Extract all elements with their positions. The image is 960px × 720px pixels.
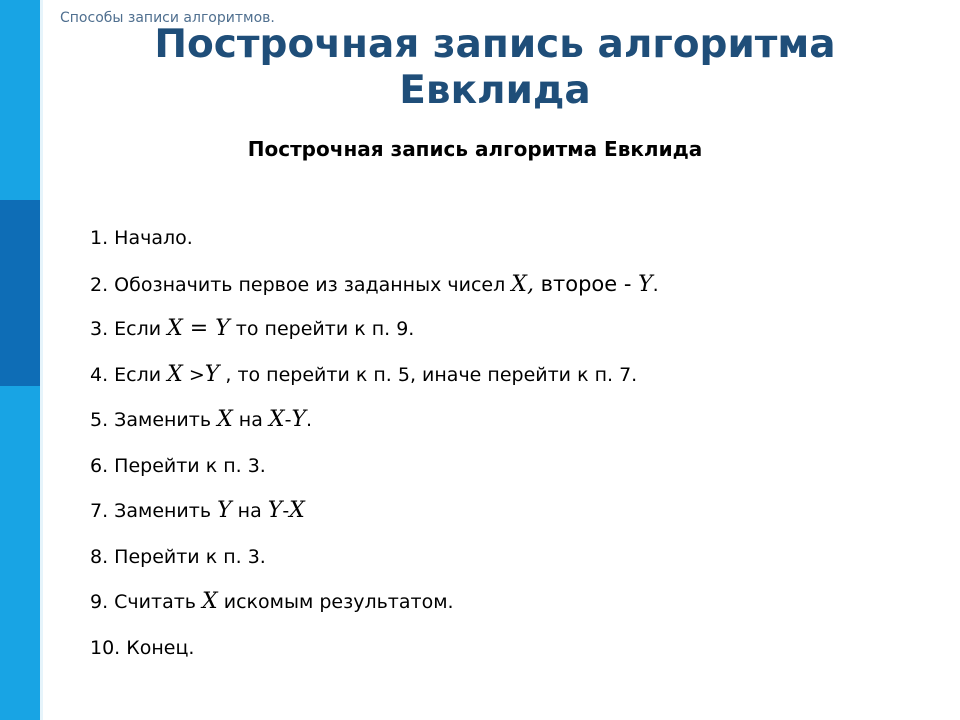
algorithm-step-10 [90,632,659,678]
math-variable: X [167,361,183,387]
step-text: . [305,409,313,431]
step-text: 5. Заменить [90,409,218,431]
algorithm-step-7 [90,495,659,541]
sidebar-dark-band [0,200,40,386]
sidebar-decoration [0,0,40,720]
math-variable: Y [267,498,283,523]
step-text: 8. Перейти к п. 3. [90,545,266,568]
step-text: второе - [533,271,639,296]
math-variable: Y [217,498,232,523]
page-subtitle: Построчная запись алгоритма Евклида [247,137,703,161]
math-variable: X [289,498,305,523]
step-text: 3. Если [90,318,168,340]
math-variable: X [268,407,285,432]
math-variable: Y [638,271,653,297]
step-text: 7. Заменить [90,500,218,522]
math-variable: X = Y [167,316,230,341]
algorithm-step-3 [90,313,659,359]
section-label: Способы записи алгоритмов. [60,10,275,26]
step-text: 9. Считать [90,591,203,613]
step-text: > [182,363,205,386]
algorithm-step-9 [90,586,659,632]
math-variable: Y [291,407,306,432]
algorithm-step-2 [90,268,659,314]
algorithm-step-1 [90,222,659,268]
step-text: то перейти к п. 9. [229,318,415,340]
algorithm-steps-list [90,222,659,677]
math-variable: Y [204,361,220,387]
step-text: искомым результатом. [217,591,454,613]
step-text: на [231,500,268,522]
step-text: - [284,409,292,431]
page-title: Построчная запись алгоритма Евклида [154,22,836,113]
step-text: - [282,500,290,522]
step-text: 10. Конец. [90,636,195,659]
step-text: , то перейти к п. 5, иначе перейти к п. 7. [219,363,638,386]
step-text: 4. Если [90,363,168,386]
math-variable: X, [511,271,534,297]
math-variable: X [202,589,218,614]
algorithm-step-4 [90,359,659,405]
algorithm-step-5 [90,404,659,450]
algorithm-step-8 [90,541,659,587]
step-text: на [232,409,269,431]
step-text: 2. Обозначить первое из заданных чисел [90,273,512,296]
algorithm-step-6 [90,450,659,496]
step-text: . [652,273,659,296]
step-text: 1. Начало. [90,227,193,249]
math-variable: X [217,407,233,432]
step-text: 6. Перейти к п. 3. [90,454,266,477]
sidebar-light-strip [40,0,43,720]
